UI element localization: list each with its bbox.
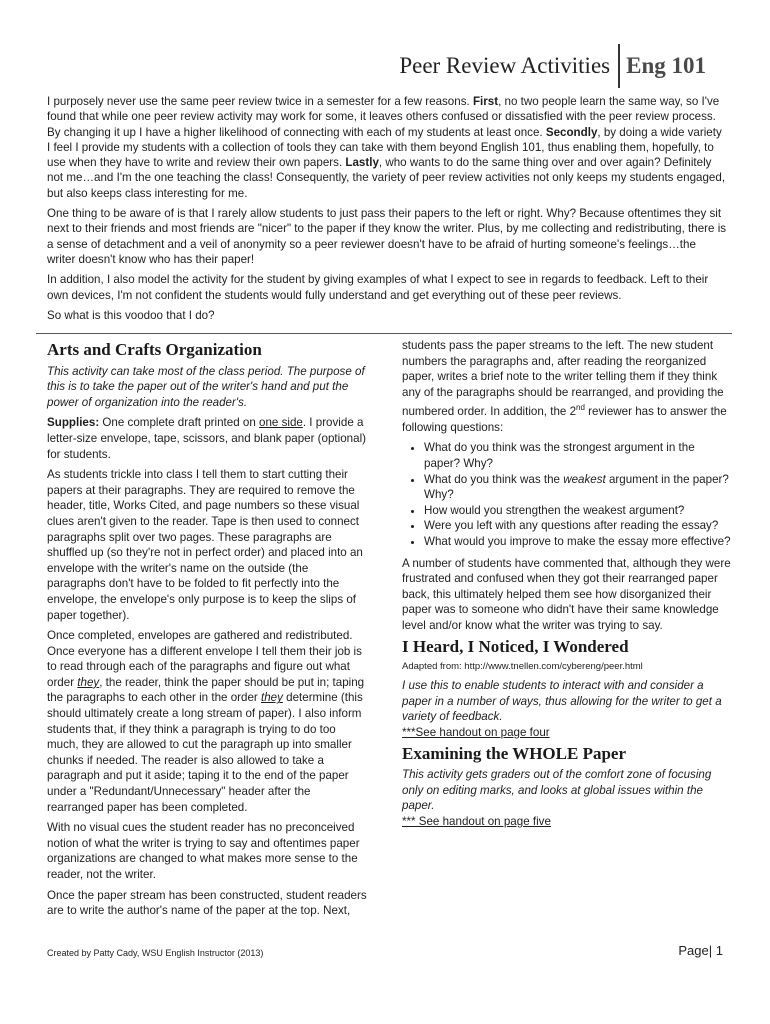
section-divider	[36, 333, 732, 334]
superscript-nd: nd	[576, 403, 585, 413]
bold-lastly: Lastly	[345, 156, 379, 170]
whole-description: This activity gets graders out of the comfort zone of focusing only on editing marks, and looks at global issues within the paper.	[402, 768, 712, 813]
list-item: • How would you strengthen the weakest argument?	[424, 503, 732, 519]
bold-secondly: Secondly	[545, 125, 598, 139]
page-number: 1	[715, 943, 723, 958]
document-title: Peer Review Activities	[399, 53, 611, 78]
text-run: One complete draft printed on	[99, 416, 260, 430]
text-run: students pass the paper streams to the left. The new student numbers the paragraphs and, after reading the reorganized paper, writes a brief note to the writer telling them if they think any of the paragraphs should be rearranged, and providing the numbered order. In addition, the 2	[402, 339, 724, 419]
list-item: • What do you think was the strongest argument in the paper? Why?	[424, 440, 732, 471]
text-run: determine (this should ultimately create a long stream of paper). I also inform students that, if they think a paragraph is trying to do too much, they are allowed to cut the paragraph up into smaller chunks if needed. The reader is also allowed to take a paragraph and put it aside; taping it to the end of the paper under a "Redundant/Unnecessary" header after the rearranged paper has been completed.	[47, 691, 363, 814]
text-run: Once completed, envelopes are gathered and redistributed. Once everyone has a different envelope I tell them their job is to read through each of the paragraphs and figure out what order	[47, 629, 362, 689]
text-run: . I provide a letter-size envelope, tape, scissors, and blank paper (optional) for students.	[47, 416, 367, 461]
arts-paragraph-5: Once the paper stream has been constructed, student readers are to write the author's name of the paper at the top. Next,	[47, 888, 367, 918]
text-run: , the reader, think the paper should be put in; taping the paragraphs to each other in the order	[47, 675, 365, 705]
page-label: Page	[678, 943, 709, 958]
list-item: • Were you left with any questions after reading the essay?	[424, 518, 732, 534]
heading-arts-crafts: Arts and Crafts Organization	[47, 340, 262, 359]
header-divider	[618, 44, 620, 88]
arts-paragraph-2: As students trickle into class I tell them to start cutting their papers at their paragraphs. They are required to remove the header, title, Works Cited, and page numbers so these visual clues aren't given to the reader. Tape is then used to connect paragraphs split over two pages. These paragraphs are shuffled up (so they're not in perfect order) and placed into an envelope with the writer's name on the outside (the paragraphs don't have to be folded to fit perfectly into the envelope, the envelope's only purpose is to keep the slips of paper together).	[47, 468, 363, 622]
arts-outcome-paragraph: A number of students have commented that, although they were frustrated and confused when they got their rearranged paper back, this ultimately helped them see how disorganized their paper was to someone who didn't have their same knowledge level and/or know what the writer was trying to say.	[402, 556, 731, 632]
footer-credit: Created by Patty Cady, WSU English Instructor (2013)	[47, 948, 264, 958]
text-run: What do you think was the	[424, 472, 564, 486]
intro-paragraph-1	[47, 94, 727, 201]
list-item: • What would you improve to make the essay more effective?	[424, 534, 732, 550]
underlined-one-side: one side	[259, 416, 303, 430]
page-number-footer	[678, 943, 723, 958]
arts-supplies	[47, 415, 369, 462]
handout-page-four-link[interactable]: ***See handout on page four	[402, 725, 550, 739]
emphasis-they: they	[260, 691, 283, 705]
intro-paragraph-2: One thing to be aware of is that I rarely allow students to just pass their papers to the left or right. Why? Because oftentimes they sit next to their friends and most friends are "nicer" to the paper if they know the writer. Plus, by me collecting and redistributing, there is a sense of detachment and a veil of anonymity so a peer reviewer doesn't have to be afraid of hurting someone's feelings…the writer doesn't know who has their paper!	[47, 207, 727, 266]
page-header	[399, 44, 706, 88]
arts-purpose: This activity can take most of the class period. The purpose of this is to take the paper out of the writer's hand and put the power of organization into the reader's.	[47, 364, 365, 409]
text-run: , no two people learn the same way, so I've found that while one peer review activity may work for some, it leaves others confused or dissatisfied with the peer review process. By changing it up I have a higher likelihood of connecting with each of my students at least once.	[47, 95, 720, 139]
text-run: , by doing a wide variety I feel I provide my students with a collection of tools they can take with them beyond English 101, thus enabling them, hopefully, to use when they have to write and review their own papers.	[47, 125, 722, 170]
text-run: reviewer has to answer the following questions:	[402, 405, 727, 434]
intro-paragraph-3: In addition, I also model the activity for the student by giving examples of what I expect to see in regards to feedback. Left to their own devices, I'm not confident the students would fully understand and get everything out of these peer reviews.	[47, 273, 709, 302]
reviewer-questions-list	[402, 440, 732, 549]
adapted-from: Adapted from: http://www.tnellen.com/cybereng/peer.html	[402, 661, 643, 673]
bold-first: First	[472, 95, 499, 108]
heading-examining-whole: Examining the WHOLE Paper	[402, 743, 627, 763]
arts-paragraph-4: With no visual cues the student reader has no preconceived notion of what the writer is trying to say and oftentimes paper organizations are changed to what makes more sense to the reader, not the writer.	[47, 821, 360, 881]
text-run: argument in the paper? Why?	[424, 472, 729, 502]
arts-continued-paragraph	[402, 338, 732, 435]
text-run: I purposely never use the same peer review twice in a semester for a few reasons.	[47, 95, 473, 108]
page-separator: |	[708, 943, 713, 958]
heard-description: I use this to enable students to interact with and consider a paper in a number of ways, thus allowing for the writer to get a variety of feedback.	[402, 679, 722, 724]
left-column	[47, 338, 369, 924]
supplies-label: Supplies:	[47, 416, 100, 430]
course-label: Eng 101	[626, 53, 706, 78]
heading-heard-noticed-wondered: I Heard, I Noticed, I Wondered	[402, 636, 629, 656]
text-run: , who wants to do the same thing over and over again? Definitely not me…and I'm the one teaching the class! Consequently, the variety of peer review activities not only keeps my students engaged, but also keeps class interesting for me.	[47, 156, 726, 200]
list-item	[424, 472, 732, 503]
handout-page-five-link[interactable]: *** See handout on page five	[402, 814, 551, 828]
intro-section	[47, 94, 727, 328]
emphasis-weakest: weakest	[563, 472, 606, 486]
intro-paragraph-4: So what is this voodoo that I do?	[47, 308, 215, 322]
right-column	[402, 338, 732, 834]
arts-paragraph-3	[47, 628, 369, 815]
emphasis-they: they	[77, 675, 100, 689]
